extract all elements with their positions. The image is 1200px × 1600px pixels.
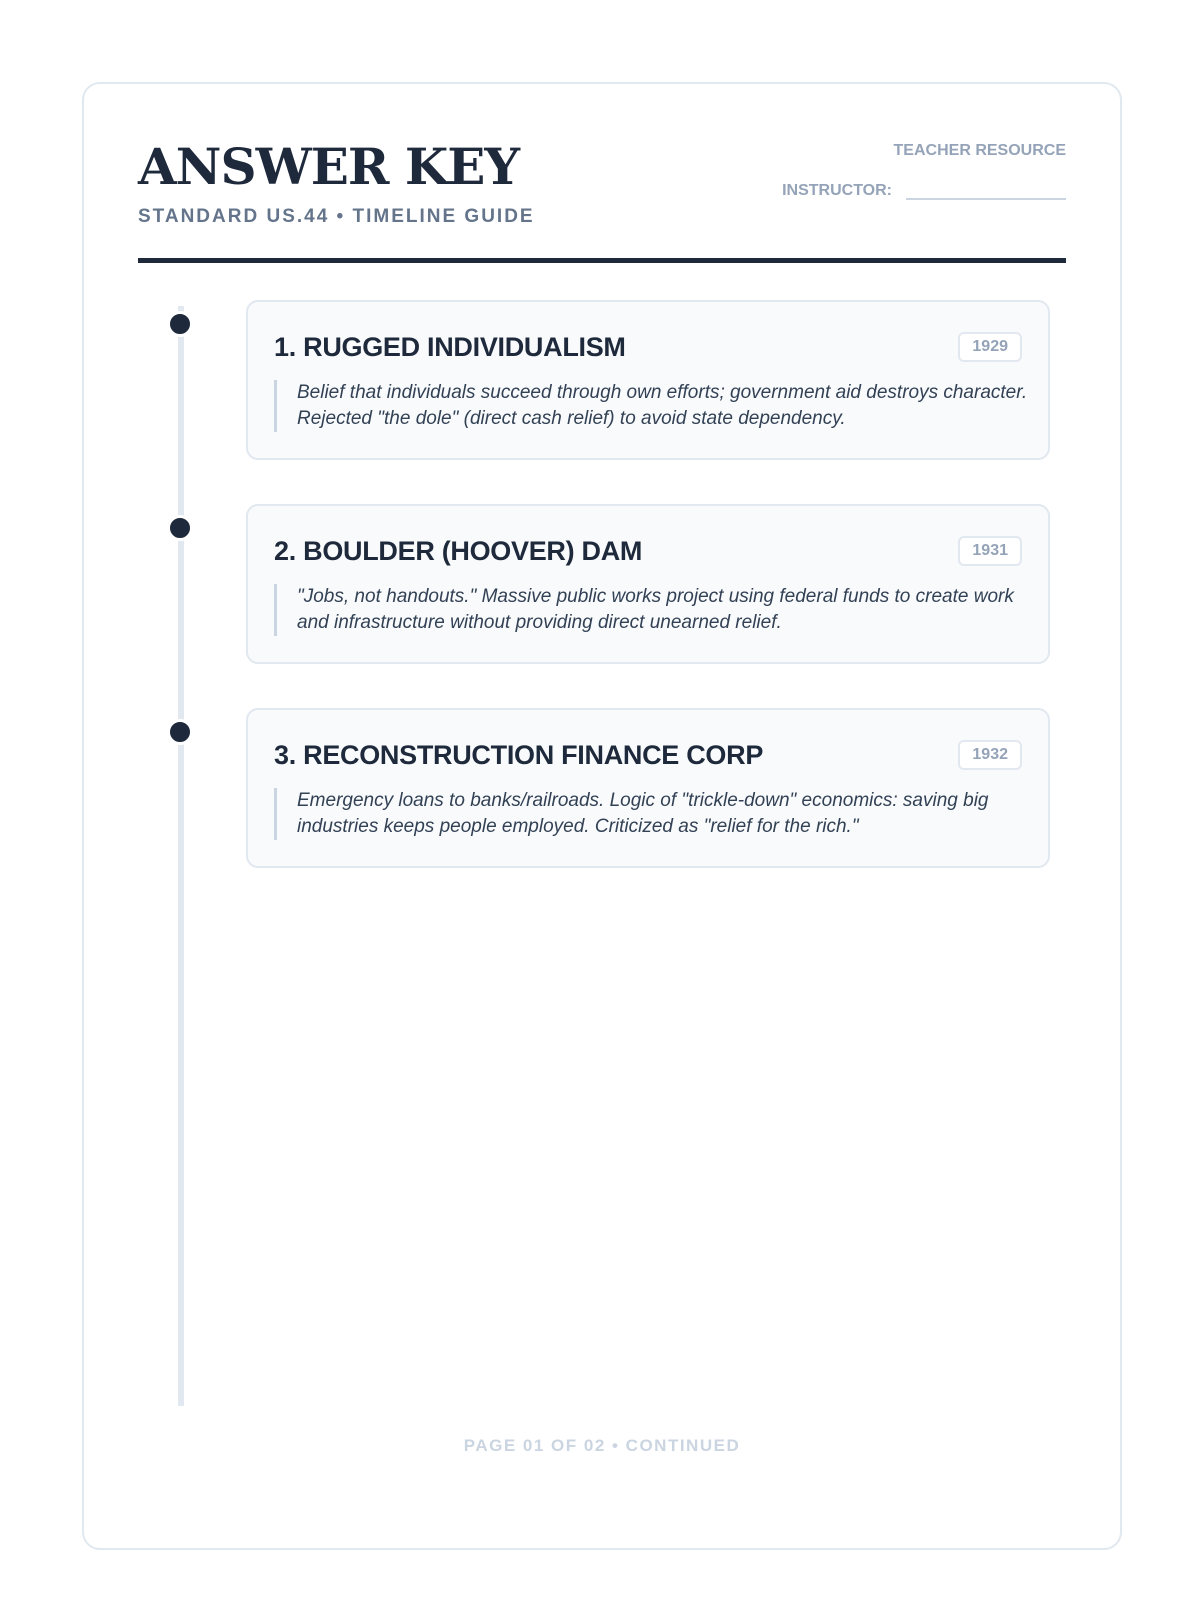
timeline-marker-3 — [167, 719, 193, 745]
timeline-card-title: 3. RECONSTRUCTION FINANCE CORP — [274, 740, 764, 770]
instructor-blank-line — [906, 180, 1066, 200]
timeline-card-description: Emergency loans to banks/railroads. Logic of "trickle-down" economics: saving big industries keeps people employed. Criticized as "relief for the rich." — [274, 788, 1028, 840]
timeline-card-title: 2. BOULDER (HOOVER) DAM — [274, 536, 643, 566]
header-divider — [138, 258, 1066, 263]
instructor-field — [782, 180, 1066, 200]
timeline-card-1 — [246, 300, 1050, 460]
page-header — [138, 136, 1066, 266]
page-subtitle: STANDARD US.44 • TIMELINE GUIDE — [138, 206, 535, 227]
year-badge: 1931 — [958, 536, 1022, 566]
year-badge: 1929 — [958, 332, 1022, 362]
timeline-card-3 — [246, 708, 1050, 868]
timeline-card-description: Belief that individuals succeed through own efforts; government aid destroys character. Rejected "the dole" (direct cash relief) to avoid state dependency. — [274, 380, 1028, 432]
timeline-marker-2 — [167, 515, 193, 541]
page-title: ANSWER KEY — [138, 137, 520, 196]
year-badge: 1932 — [958, 740, 1022, 770]
timeline-card-2 — [246, 504, 1050, 664]
timeline-track — [178, 306, 184, 1406]
instructor-label: INSTRUCTOR: — [782, 182, 892, 199]
timeline-marker-1 — [167, 311, 193, 337]
timeline-card-description: "Jobs, not handouts." Massive public works project using federal funds to create work and infrastructure without providing direct unearned relief. — [274, 584, 1028, 636]
worksheet-page — [82, 82, 1122, 1550]
timeline-card-title: 1. RUGGED INDIVIDUALISM — [274, 332, 626, 362]
resource-label: TEACHER RESOURCE — [893, 142, 1066, 159]
page-footer: PAGE 01 OF 02 • CONTINUED — [463, 1436, 741, 1455]
